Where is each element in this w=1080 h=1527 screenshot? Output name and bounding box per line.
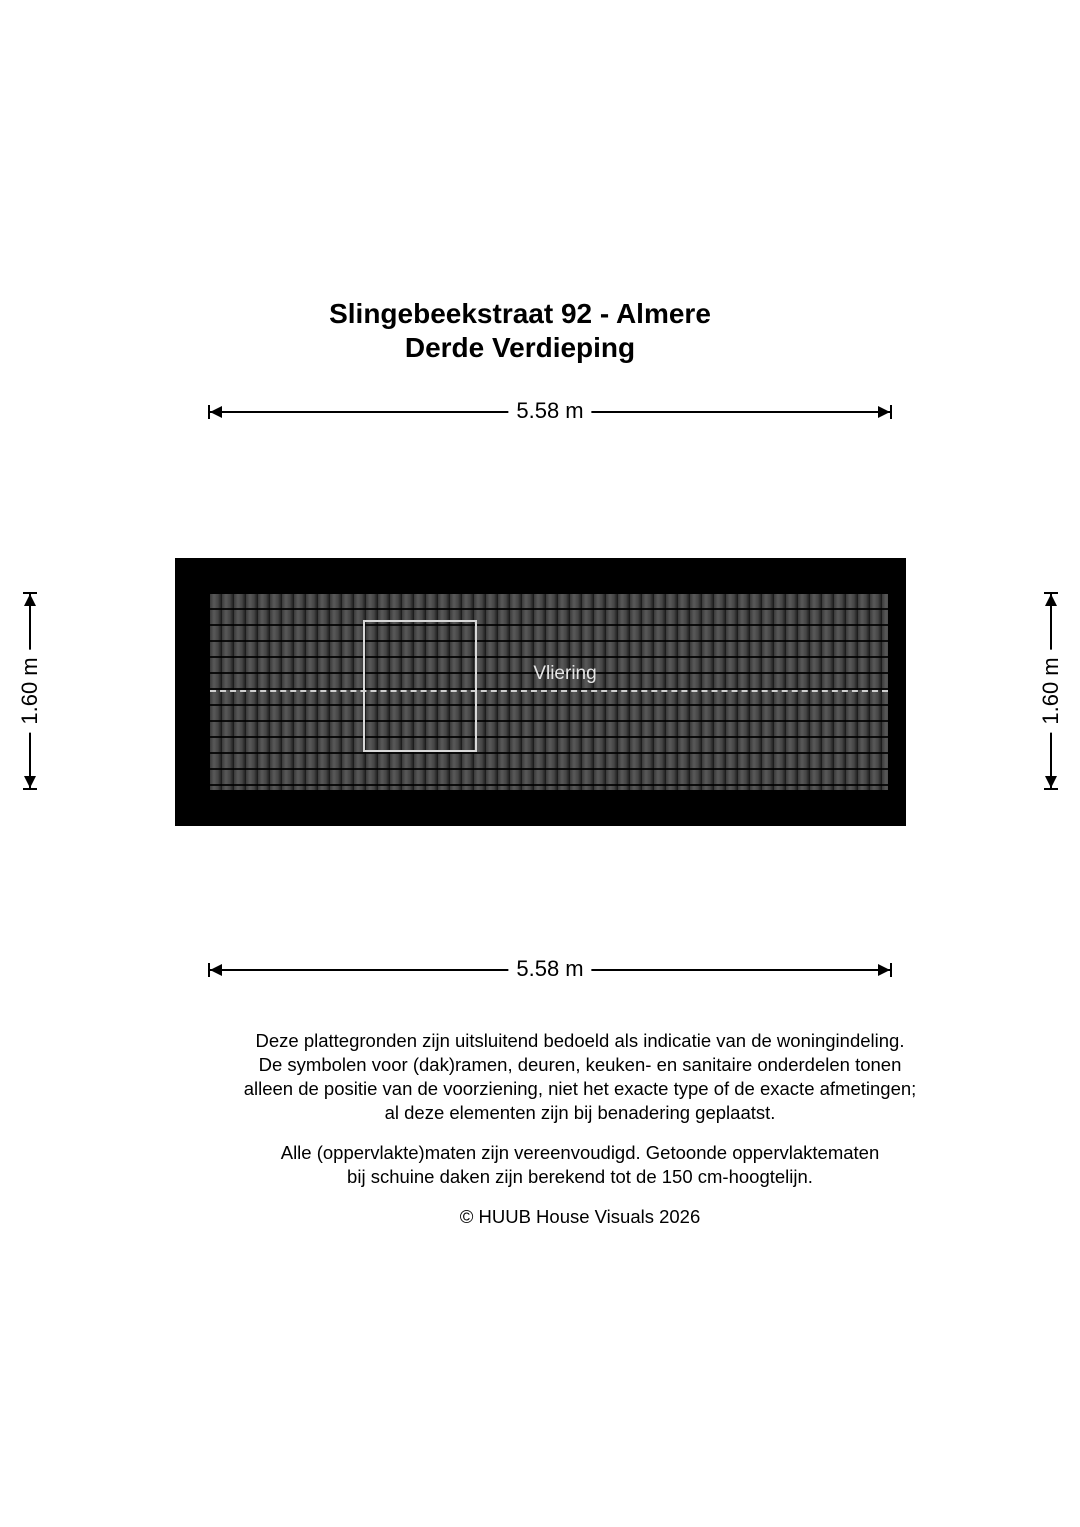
arrow-up-icon <box>1045 594 1057 606</box>
measurement-note <box>0 1141 1080 1189</box>
disclaimer-line: bij schuine daken zijn berekend tot de 150 cm-hoogtelijn. <box>347 1166 813 1187</box>
arrow-up-icon <box>24 594 36 606</box>
left-depth-label: 1.60 m <box>17 649 43 732</box>
dimension-tick <box>1044 788 1058 790</box>
disclaimer-line: al deze elementen zijn bij benadering geplaatst. <box>384 1102 776 1123</box>
roof-ridge-line <box>210 690 888 692</box>
bottom-width-dimension <box>208 956 892 981</box>
copyright-notice: © HUUB House Visuals 2026 <box>459 1206 701 1227</box>
dimension-tick <box>23 788 37 790</box>
top-width-label: 5.58 m <box>508 396 591 426</box>
roof-tiles <box>210 594 888 790</box>
dimension-tick <box>890 963 892 977</box>
arrow-down-icon <box>1045 776 1057 788</box>
left-depth-dimension <box>17 592 42 790</box>
disclaimer-line: Alle (oppervlakte)maten zijn vereenvoudigd. Getoonde oppervlaktematen <box>280 1142 880 1163</box>
arrow-right-icon <box>878 406 890 418</box>
page-subtitle: Derde Verdieping <box>404 332 636 363</box>
arrow-left-icon <box>210 406 222 418</box>
right-depth-label: 1.60 m <box>1038 649 1064 732</box>
bottom-width-label: 5.58 m <box>508 954 591 984</box>
room-label-vliering: Vliering <box>533 663 597 684</box>
right-depth-dimension <box>1038 592 1063 790</box>
disclaimer-line: Deze plattegronden zijn uitsluitend bedoeld als indicatie van de woningindeling. <box>255 1030 905 1051</box>
dimension-tick <box>890 405 892 419</box>
arrow-right-icon <box>878 964 890 976</box>
roof-hatch-outline <box>363 620 477 752</box>
arrow-down-icon <box>24 776 36 788</box>
disclaimer-line: alleen de positie van de voorziening, niet het exacte type of de exacte afmetingen; <box>243 1078 917 1099</box>
disclaimer-paragraph <box>0 1029 1080 1125</box>
page-title: Slingebeekstraat 92 - Almere <box>329 298 711 329</box>
arrow-left-icon <box>210 964 222 976</box>
top-width-dimension <box>208 398 892 423</box>
disclaimer-line: De symbolen voor (dak)ramen, deuren, keuken- en sanitaire onderdelen tonen <box>258 1054 902 1075</box>
